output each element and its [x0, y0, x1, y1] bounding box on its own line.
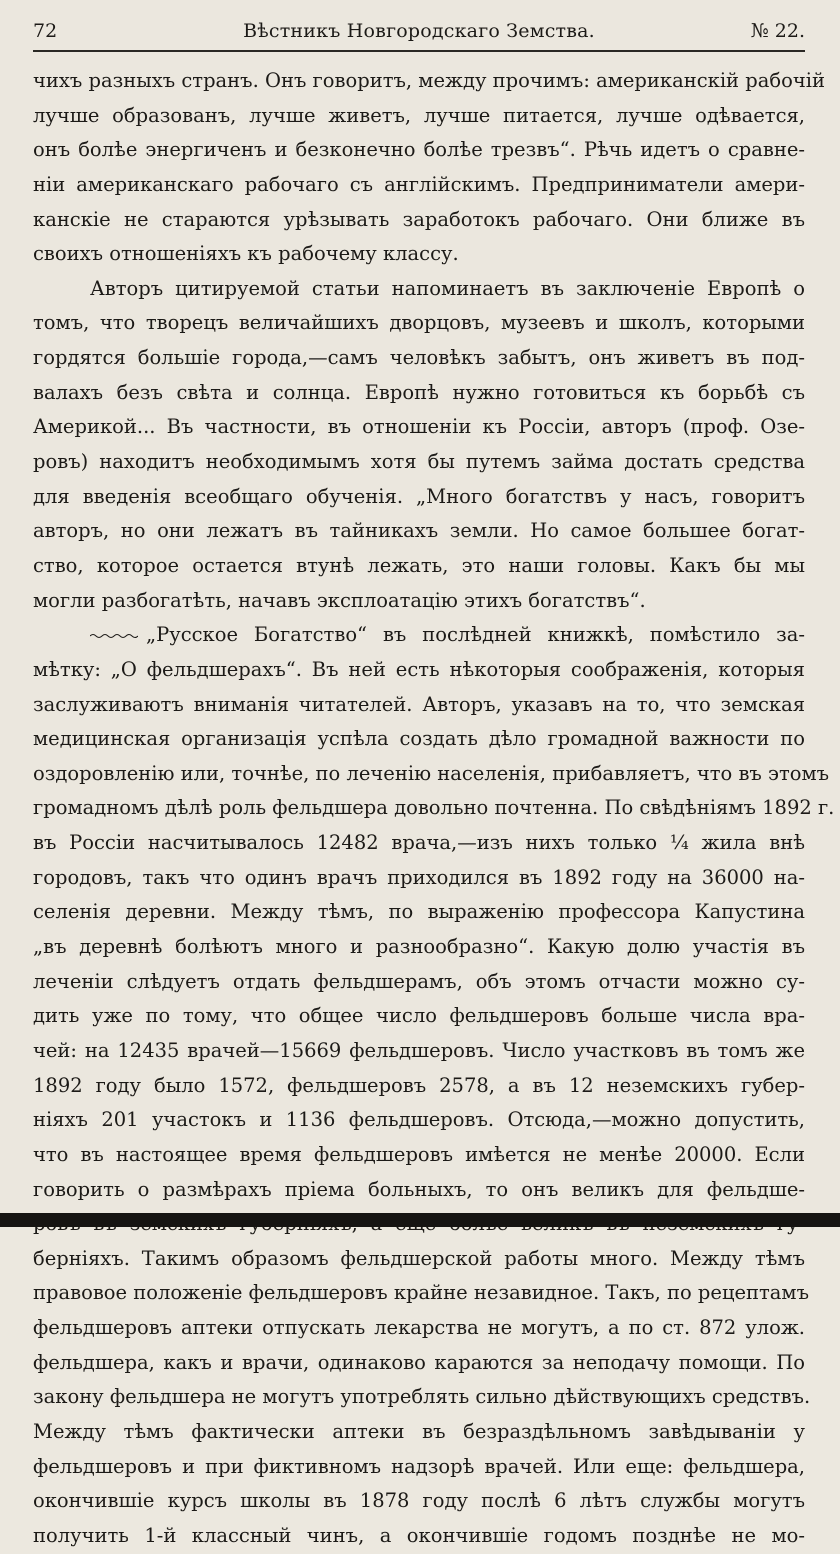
- text-line-content: 1892 году было 1572, фельдшеровъ 2578, а въ 12 неземскихъ губер-: [33, 1073, 805, 1097]
- text-line: [33, 653, 805, 688]
- text-line: [33, 410, 805, 445]
- text-line: [33, 272, 805, 307]
- text-line-content: онъ болѣе энергиченъ и безконечно болѣе трезвъ“. Рѣчь идетъ о сравне-: [33, 138, 805, 162]
- text-line: [33, 237, 805, 272]
- text-line-content: говорить о размѣрахъ пріема больныхъ, то онъ великъ для фельдше-: [33, 1177, 805, 1201]
- text-line: [33, 99, 805, 134]
- text-line: [33, 133, 805, 168]
- text-line: [33, 203, 805, 238]
- text-line: [33, 480, 805, 515]
- text-line: [33, 445, 805, 480]
- text-line-content: ніяхъ 201 участокъ и 1136 фельдшеровъ. Отсюда,—можно допустить,: [33, 1108, 805, 1132]
- text-line: [33, 722, 805, 757]
- text-line: [33, 1519, 805, 1554]
- text-line-content: фельдшеровъ аптеки отпускать лекарства не могутъ, а по ст. 872 улож.: [33, 1316, 805, 1340]
- text-line-content: фельдшеровъ и при фиктивномъ надзорѣ врачей. Или еще: фельдшера,: [33, 1454, 805, 1478]
- text-line: [33, 688, 805, 723]
- text-line: [33, 1242, 805, 1277]
- text-line-content: закону фельдшера не могутъ употреблять сильно дѣйствующихъ средствъ.: [33, 1385, 811, 1409]
- text-line-content: своихъ отношеніяхъ къ рабочему классу.: [33, 242, 459, 266]
- text-line-content: лучше образованъ, лучше живетъ, лучше питается, лучше одѣвается,: [33, 103, 805, 127]
- text-line: [33, 1484, 805, 1519]
- text-line-content: валахъ безъ свѣта и солнца. Европѣ нужно готовиться къ борьбѣ съ: [33, 380, 805, 404]
- body-text: [33, 64, 835, 1554]
- journal-title: Вѣстникъ Новгородскаго Земства.: [243, 20, 595, 42]
- text-line: [33, 1103, 805, 1138]
- text-line-content: чихъ разныхъ странъ. Онъ говоритъ, между прочимъ: американскій рабочій: [33, 69, 825, 92]
- text-line-content: ровъ) находитъ необходимымъ хотя бы путемъ займа достать средства: [33, 450, 805, 474]
- text-line-content: Авторъ цитируемой статьи напоминаетъ въ заключеніе Европѣ о: [90, 276, 805, 300]
- text-line: [33, 64, 825, 99]
- text-line-content: „въ деревнѣ болѣютъ много и разнообразно“. Какую долю участія въ: [33, 935, 805, 959]
- text-line-content: для введенія всеобщаго обученія. „Много богатствъ у насъ, говоритъ: [33, 484, 805, 508]
- text-line: [33, 895, 805, 930]
- text-line: [33, 757, 830, 792]
- text-line-content: томъ, что творецъ величайшихъ дворцовъ, музеевъ и школъ, которыми: [33, 311, 805, 335]
- text-line: [33, 168, 805, 203]
- text-line-content: „Русское Богатство“ въ послѣдней книжкѣ, помѣстило за-: [146, 623, 805, 647]
- page-bottom-edge: [0, 1213, 840, 1227]
- text-line: [33, 1276, 810, 1311]
- wavy-dash-ornament: [90, 632, 138, 640]
- text-line-content: правовое положеніе фельдшеровъ крайне незавидное. Такъ, по рецептамъ: [33, 1281, 810, 1305]
- text-line-content: медицинская организація успѣла создать дѣло громадной важности по: [33, 727, 805, 751]
- text-line-content: городовъ, такъ что одинъ врачъ приходился въ 1892 году на 36000 на-: [33, 865, 805, 889]
- text-line-content: авторъ, но они лежатъ въ тайникахъ земли. Но самое большее богат-: [33, 519, 805, 543]
- text-line: [33, 306, 805, 341]
- text-line: [33, 341, 805, 376]
- text-line-content: гордятся большіе города,—самъ человѣкъ забытъ, онъ живетъ въ под-: [33, 346, 805, 370]
- text-line-content: Между тѣмъ фактически аптеки въ безраздѣльномъ завѣдываніи у: [33, 1419, 805, 1443]
- text-line: [33, 549, 805, 584]
- text-line: [33, 1450, 805, 1485]
- page-number: 72: [33, 20, 58, 42]
- text-line-content: могли разбогатѣть, начавъ эксплоатацію этихъ богатствъ“.: [33, 588, 646, 612]
- text-line: [33, 376, 805, 411]
- text-line-content: канскіе не стараются урѣзывать заработокъ рабочаго. Они ближе въ: [33, 207, 805, 231]
- text-line: [33, 514, 805, 549]
- text-line: [33, 861, 805, 896]
- text-line-content: что въ настоящее время фельдшеровъ имѣется не менѣе 20000. Если: [33, 1142, 805, 1166]
- text-line: [33, 584, 805, 619]
- text-line: [33, 791, 835, 826]
- issue-number: № 22.: [750, 20, 805, 42]
- text-line: [33, 826, 805, 861]
- text-line-content: получить 1-й классный чинъ, а окончившіе годомъ позднѣе не мо-: [33, 1523, 805, 1547]
- text-line: [33, 1069, 805, 1104]
- text-line: [33, 618, 805, 653]
- text-line: [33, 930, 805, 965]
- text-line-content: селенія деревни. Между тѣмъ, по выраженію профессора Капустина: [33, 900, 805, 924]
- text-line-content: дить уже по тому, что общее число фельдшеровъ больше числа вра-: [33, 1004, 805, 1028]
- text-line-content: Америкой... Въ частности, въ отношеніи къ Россіи, авторъ (проф. Озе-: [33, 415, 805, 439]
- text-line-content: берніяхъ. Такимъ образомъ фельдшерской работы много. Между тѣмъ: [33, 1246, 805, 1270]
- text-line-content: въ Россіи насчитывалось 12482 врача,—изъ нихъ только ¼ жила внѣ: [33, 831, 805, 855]
- text-line: [33, 1415, 805, 1450]
- text-line: [33, 1311, 805, 1346]
- text-line-content: громадномъ дѣлѣ роль фельдшера довольно почтенна. По свѣдѣніямъ 1892 г.: [33, 796, 835, 820]
- text-line: [33, 1138, 805, 1173]
- text-line: [33, 999, 805, 1034]
- text-line: [33, 1346, 805, 1381]
- text-line-content: ство, которое остается втунѣ лежать, это наши головы. Какъ бы мы: [33, 553, 805, 577]
- text-line-content: окончившіе курсъ школы въ 1878 году послѣ 6 лѣтъ службы могутъ: [33, 1489, 805, 1513]
- text-line: [33, 1173, 805, 1208]
- text-line-content: леченіи слѣдуетъ отдать фельдшерамъ, объ этомъ отчасти можно су-: [33, 969, 805, 993]
- text-line-content: оздоровленію или, точнѣе, по леченію населенія, прибавляетъ, что въ этомъ: [33, 761, 830, 785]
- text-line: [33, 965, 805, 1000]
- text-line-content: фельдшера, какъ и врачи, одинаково караются за неподачу помощи. По: [33, 1350, 805, 1374]
- text-line-content: ніи американскаго рабочаго съ англійскимъ. Предприниматели амери-: [33, 172, 805, 196]
- running-header: [33, 20, 805, 52]
- text-line: [33, 1380, 811, 1415]
- text-line-content: заслуживаютъ вниманія читателей. Авторъ, указавъ на то, что земская: [33, 692, 805, 716]
- text-line: [33, 1034, 805, 1069]
- text-line-content: мѣтку: „О фельдшерахъ“. Въ ней есть нѣкоторыя соображенія, которыя: [33, 657, 805, 681]
- text-line-content: чей: на 12435 врачей—15669 фельдшеровъ. Число участковъ въ томъ же: [33, 1038, 805, 1062]
